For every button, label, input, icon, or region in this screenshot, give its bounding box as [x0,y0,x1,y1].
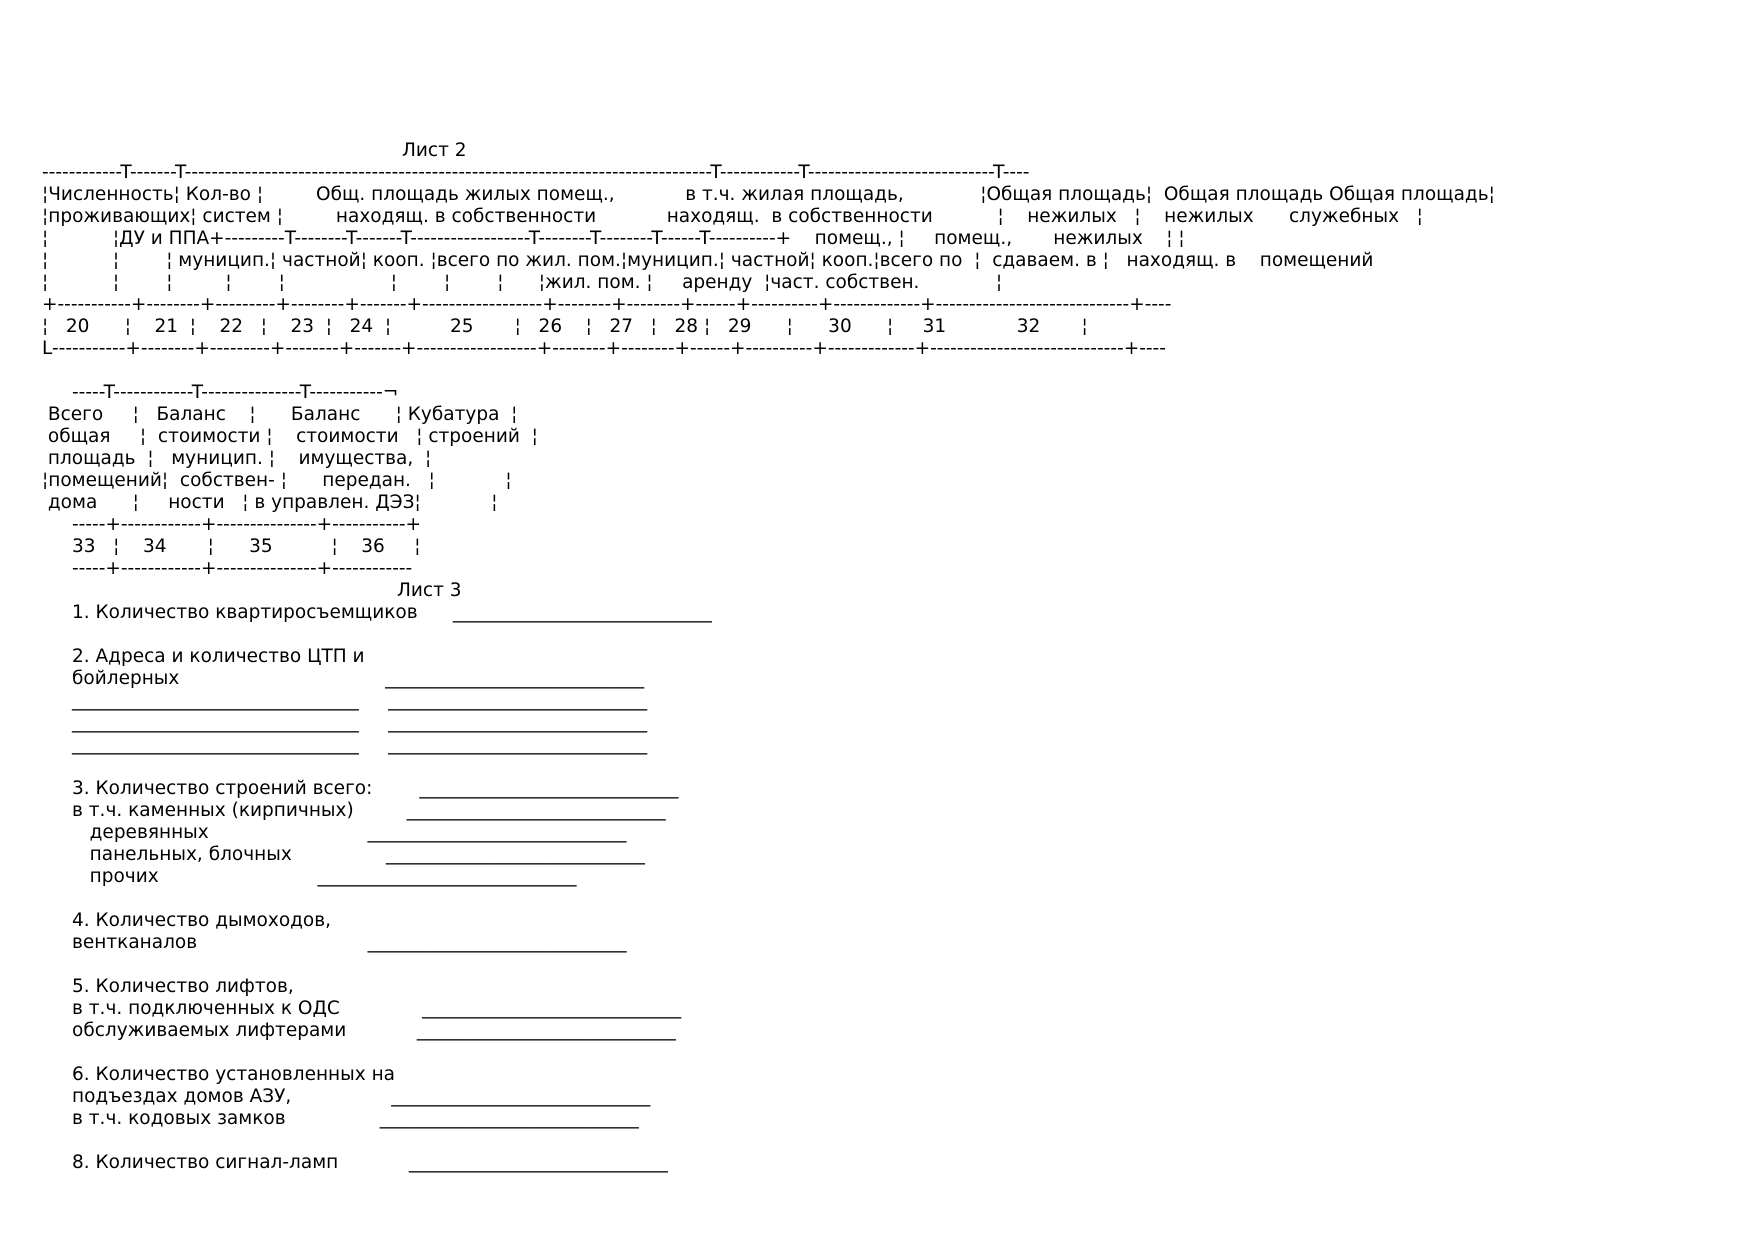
table1-header-line-2: ¦проживающих¦ систем ¦ находящ. в собственности находящ. в собственности ¦ нежилых ¦ нежилых служебных ¦ [42,206,1423,227]
table2-header-line-4: ¦помещений¦ собствен- ¦ передан. ¦ ¦ [42,470,512,491]
table2-column-numbers: 33 ¦ 34 ¦ 35 ¦ 36 ¦ [72,536,421,557]
table1-header-line-4: ¦ ¦ ¦ муницип.¦ частной¦ кооп. ¦всего по жил. пом.¦муницип.¦ частной¦ кооп.¦всего по ¦ сдаваем. в ¦ находящ. в помещений [42,250,1374,271]
table2-header-line-2: общая ¦ стоимости ¦ стоимости ¦ строений ¦ [42,426,538,447]
sheet2-title: Лист 2 [402,140,467,161]
table1-column-numbers: ¦ 20 ¦ 21 ¦ 22 ¦ 23 ¦ 24 ¦ 25 ¦ 26 ¦ 27 ¦ 28 ¦ 29 ¦ 30 ¦ 31 32 ¦ [42,316,1088,337]
form-line: 6. Количество установленных на [72,1064,396,1085]
form-line: _______________________________ ____________________________ [72,712,648,733]
table1-mid-border: +-----------+--------+---------+--------+-------+------------------+--------+--------+------+----------+-------------+-----------------------------+---- [42,294,1172,315]
form-line: 1. Количество квартиросъемщиков ____________________________ [72,602,712,623]
table2-header-line-3: площадь ¦ муницип. ¦ имущества, ¦ [42,448,432,469]
table2-mid-border: -----+------------+---------------+-----------+ [72,514,422,535]
form-line: 3. Количество строений всего: ____________________________ [72,778,679,799]
form-line: _______________________________ ____________________________ [72,690,648,711]
table1-top-border: ------------T-------T-------------------------------------------------------------------------------T------------T----------------------------T---- [42,162,1030,183]
form-line: 8. Количество сигнал-ламп ____________________________ [72,1152,668,1173]
form-line: прочих ____________________________ [72,866,577,887]
table1-header-line-1: ¦Численность¦ Кол-во ¦ Общ. площадь жилых помещ., в т.ч. жилая площадь, ¦Общая площадь¦ Общая площадь Общая площадь¦ [42,184,1495,205]
form-line: в т.ч. кодовых замков ____________________________ [72,1108,639,1129]
form-line: 2. Адреса и количество ЦТП и [72,646,365,667]
table1-header-line-5: ¦ ¦ ¦ ¦ ¦ ¦ ¦ ¦ ¦жил. пом. ¦ аренду ¦част. собствен. ¦ [42,272,1003,293]
form-line: в т.ч. каменных (кирпичных) ____________________________ [72,800,666,821]
form-line: 5. Количество лифтов, [72,976,294,997]
form-line: _______________________________ ____________________________ [72,734,648,755]
table2-header-line-1: Всего ¦ Баланс ¦ Баланс ¦ Кубатура ¦ [42,404,518,425]
sheet3-title: Лист 3 [397,580,462,601]
table1-bottom-border: L-----------+--------+---------+--------+-------+------------------+--------+--------+------+----------+-------------+-----------------------------+---- [42,338,1166,359]
form-line: 4. Количество дымоходов, [72,910,332,931]
table2-bottom-border: -----+------------+---------------+------------ [72,558,413,579]
table2-header-line-5: дома ¦ ности ¦ в управлен. ДЭЗ¦ ¦ [42,492,498,513]
table1-header-line-3: ¦ ¦ДУ и ППА+---------T--------T-------T------------------T--------T--------T------T----------+ помещ., ¦ помещ., нежилых ¦ ¦ [42,228,1185,249]
form-line: в т.ч. подключенных к ОДС ____________________________ [72,998,682,1019]
form-line: бойлерных ____________________________ [72,668,645,689]
form-line: деревянных ____________________________ [72,822,627,843]
form-line: обслуживаемых лифтерами ____________________________ [72,1020,676,1041]
table2-top-border: -----T------------T---------------T-----------¬ [72,382,399,403]
form-line: панельных, блочных ____________________________ [72,844,645,865]
form-line: вентканалов ____________________________ [72,932,627,953]
form-line: подъездах домов АЗУ, ____________________________ [72,1086,651,1107]
